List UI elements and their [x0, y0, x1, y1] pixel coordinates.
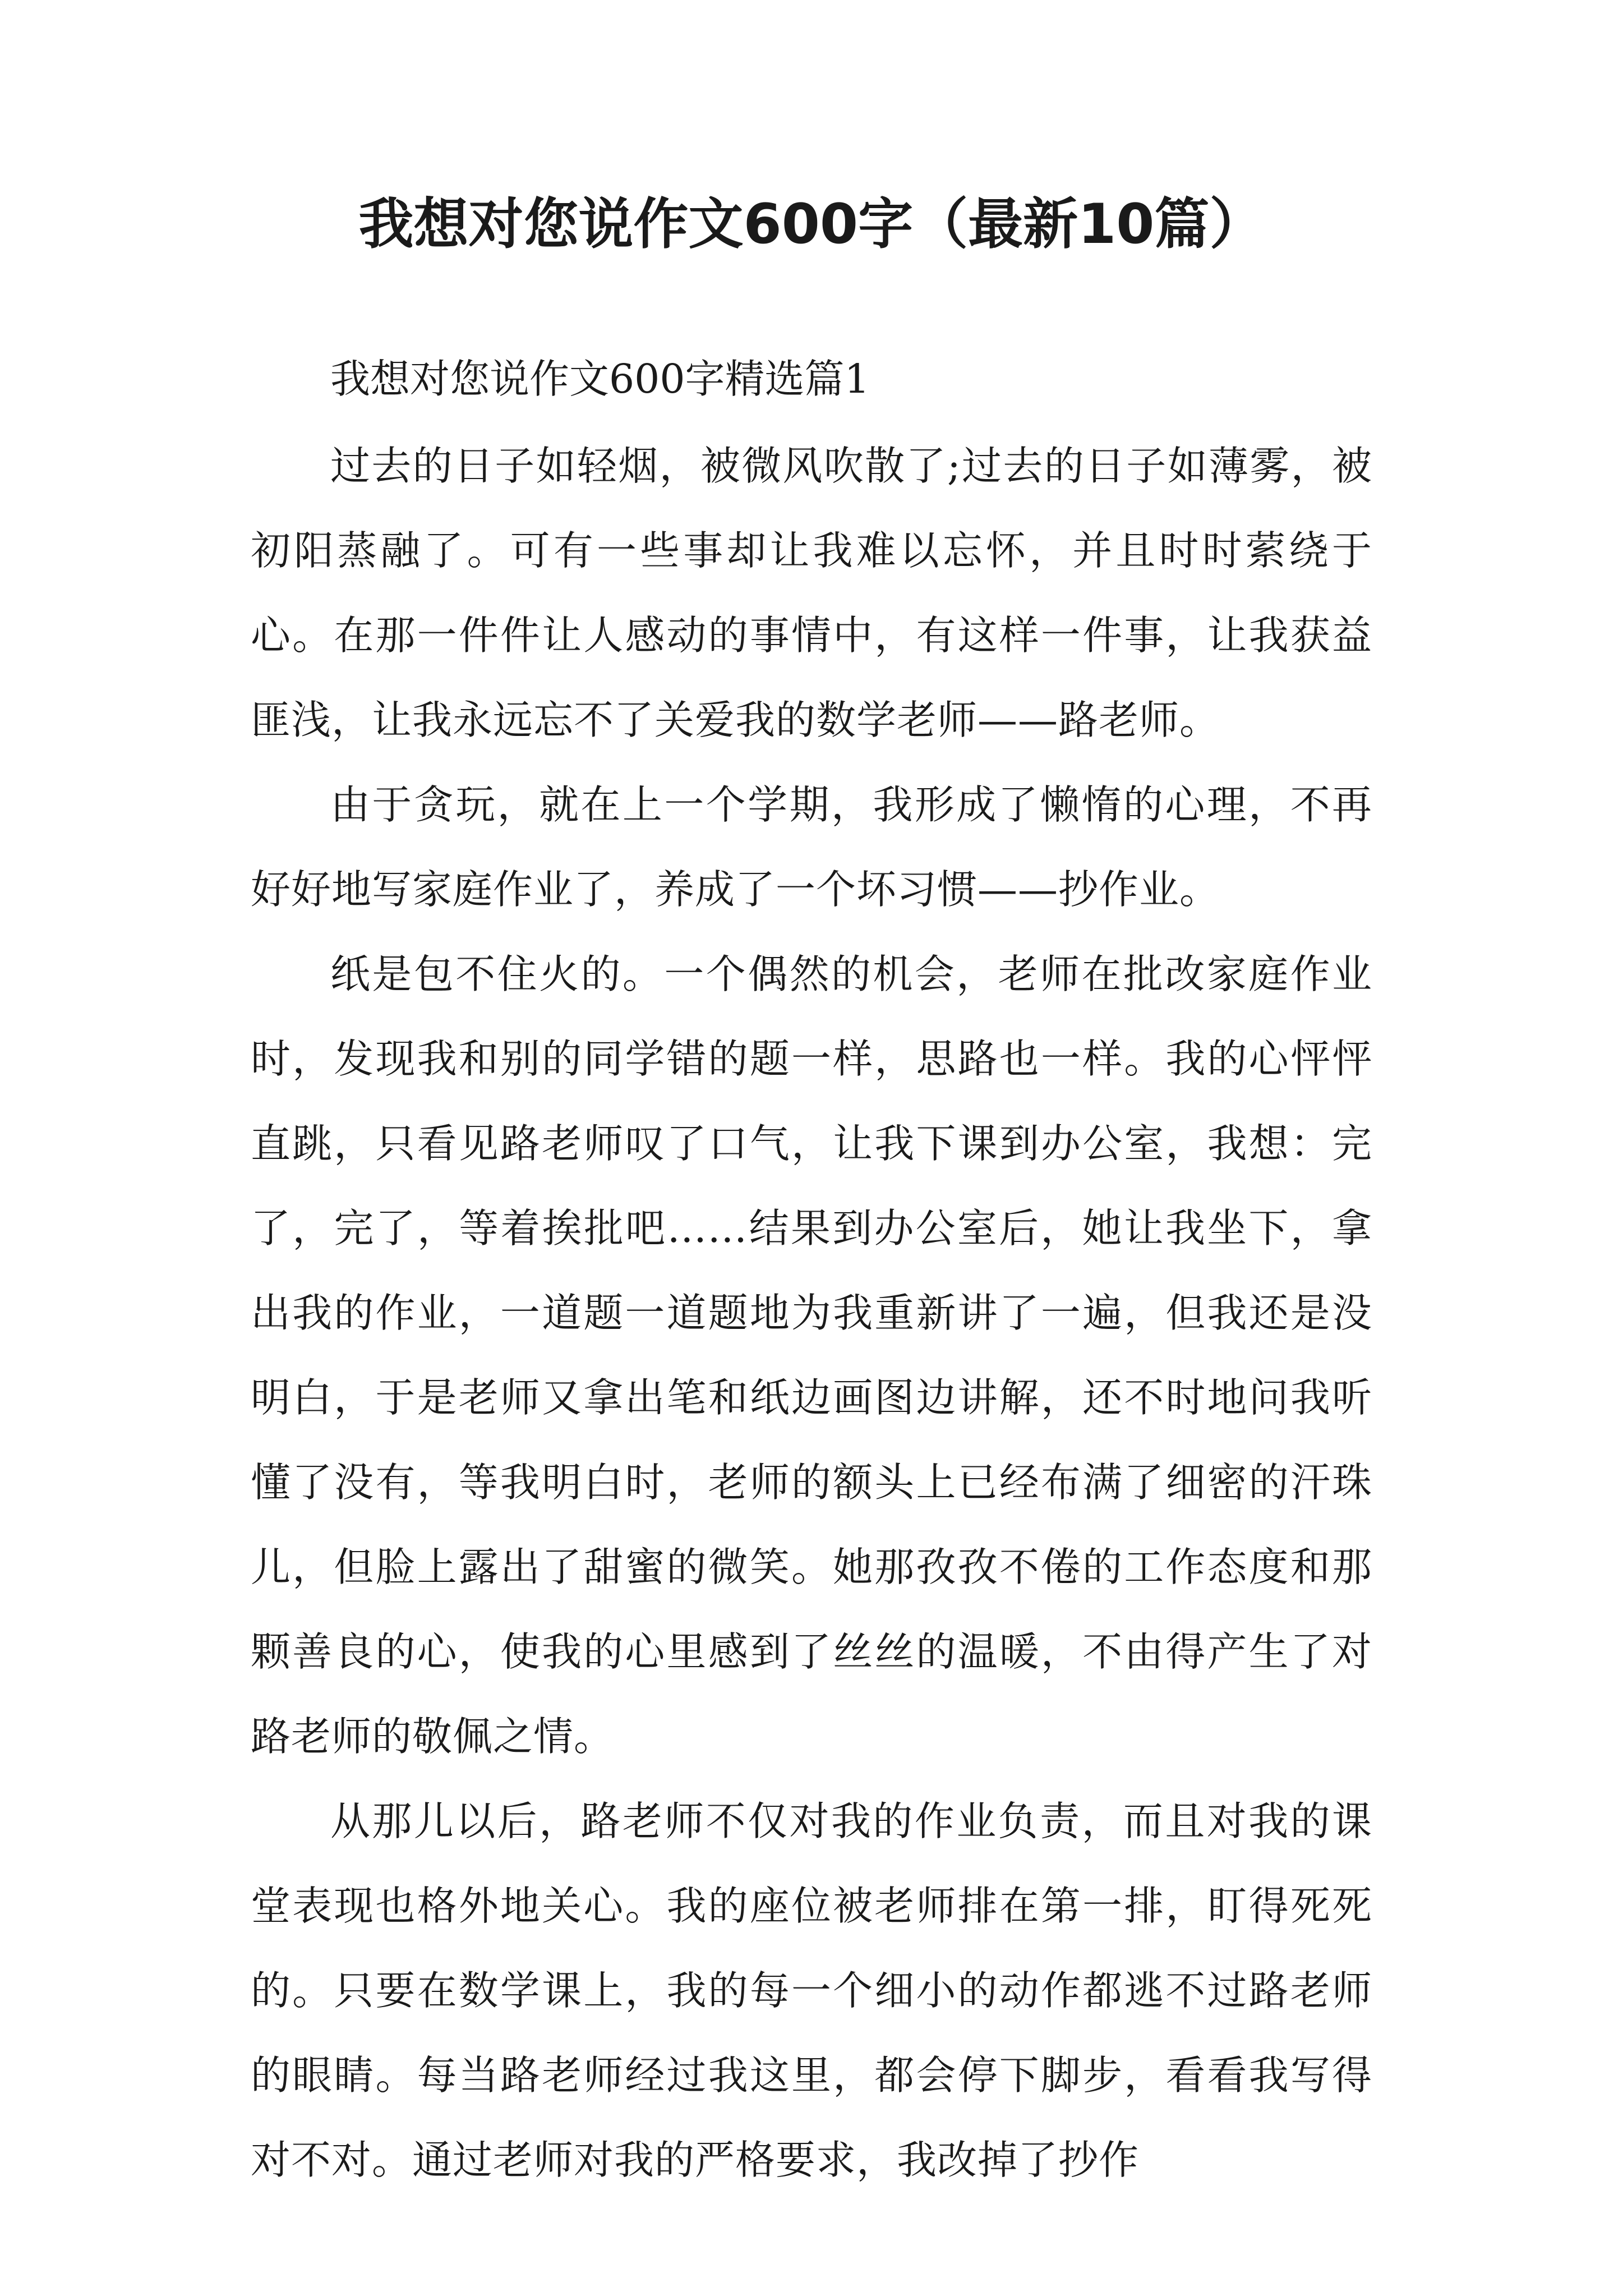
- paragraph-2: 由于贪玩，就在上一个学期，我形成了懒惰的心理，不再好好地写家庭作业了，养成了一个坏习惯——抄作业。: [251, 781, 1372, 913]
- document-title: 我想对您说作文600字（最新10篇）: [358, 192, 1265, 256]
- paragraph-1: 过去的日子如轻烟，被微风吹散了;过去的日子如薄雾，被初阳蒸融了。可有一些事却让我难以忘怀，并且时时萦绕于心。在那一件件让人感动的事情中，有这样一件事，让我获益匪浅，让我永远忘不了关爱我的数学老师——路老师。: [251, 443, 1372, 743]
- paragraph-4: 从那儿以后，路老师不仅对我的作业负责，而且对我的课堂表现也格外地关心。我的座位被老师排在第一排，盯得死死的。只要在数学课上，我的每一个细小的动作都逃不过路老师的眼睛。每当路老师经过我这里，都会停下脚步，看看我写得对不对。通过老师对我的严格要求，我改掉了抄作: [251, 1798, 1372, 2183]
- document-body: [251, 337, 1372, 2202]
- paragraph-3: 纸是包不住火的。一个偶然的机会，老师在批改家庭作业时，发现我和别的同学错的题一样，思路也一样。我的心怦怦直跳，只看见路老师叹了口气，让我下课到办公室，我想：完了，完了，等着挨批吧……结果到办公室后，她让我坐下，拿出我的作业，一道题一道题地为我重新讲了一遍，但我还是没明白，于是老师又拿出笔和纸边画图边讲解，还不时地问我听懂了没有，等我明白时，老师的额头上已经布满了细密的汗珠儿，但脸上露出了甜蜜的微笑。她那孜孜不倦的工作态度和那颗善良的心，使我的心里感到了丝丝的温暖，不由得产生了对路老师的敬佩之情。: [251, 951, 1372, 1760]
- section-heading: 我想对您说作文600字精选篇1: [330, 356, 870, 402]
